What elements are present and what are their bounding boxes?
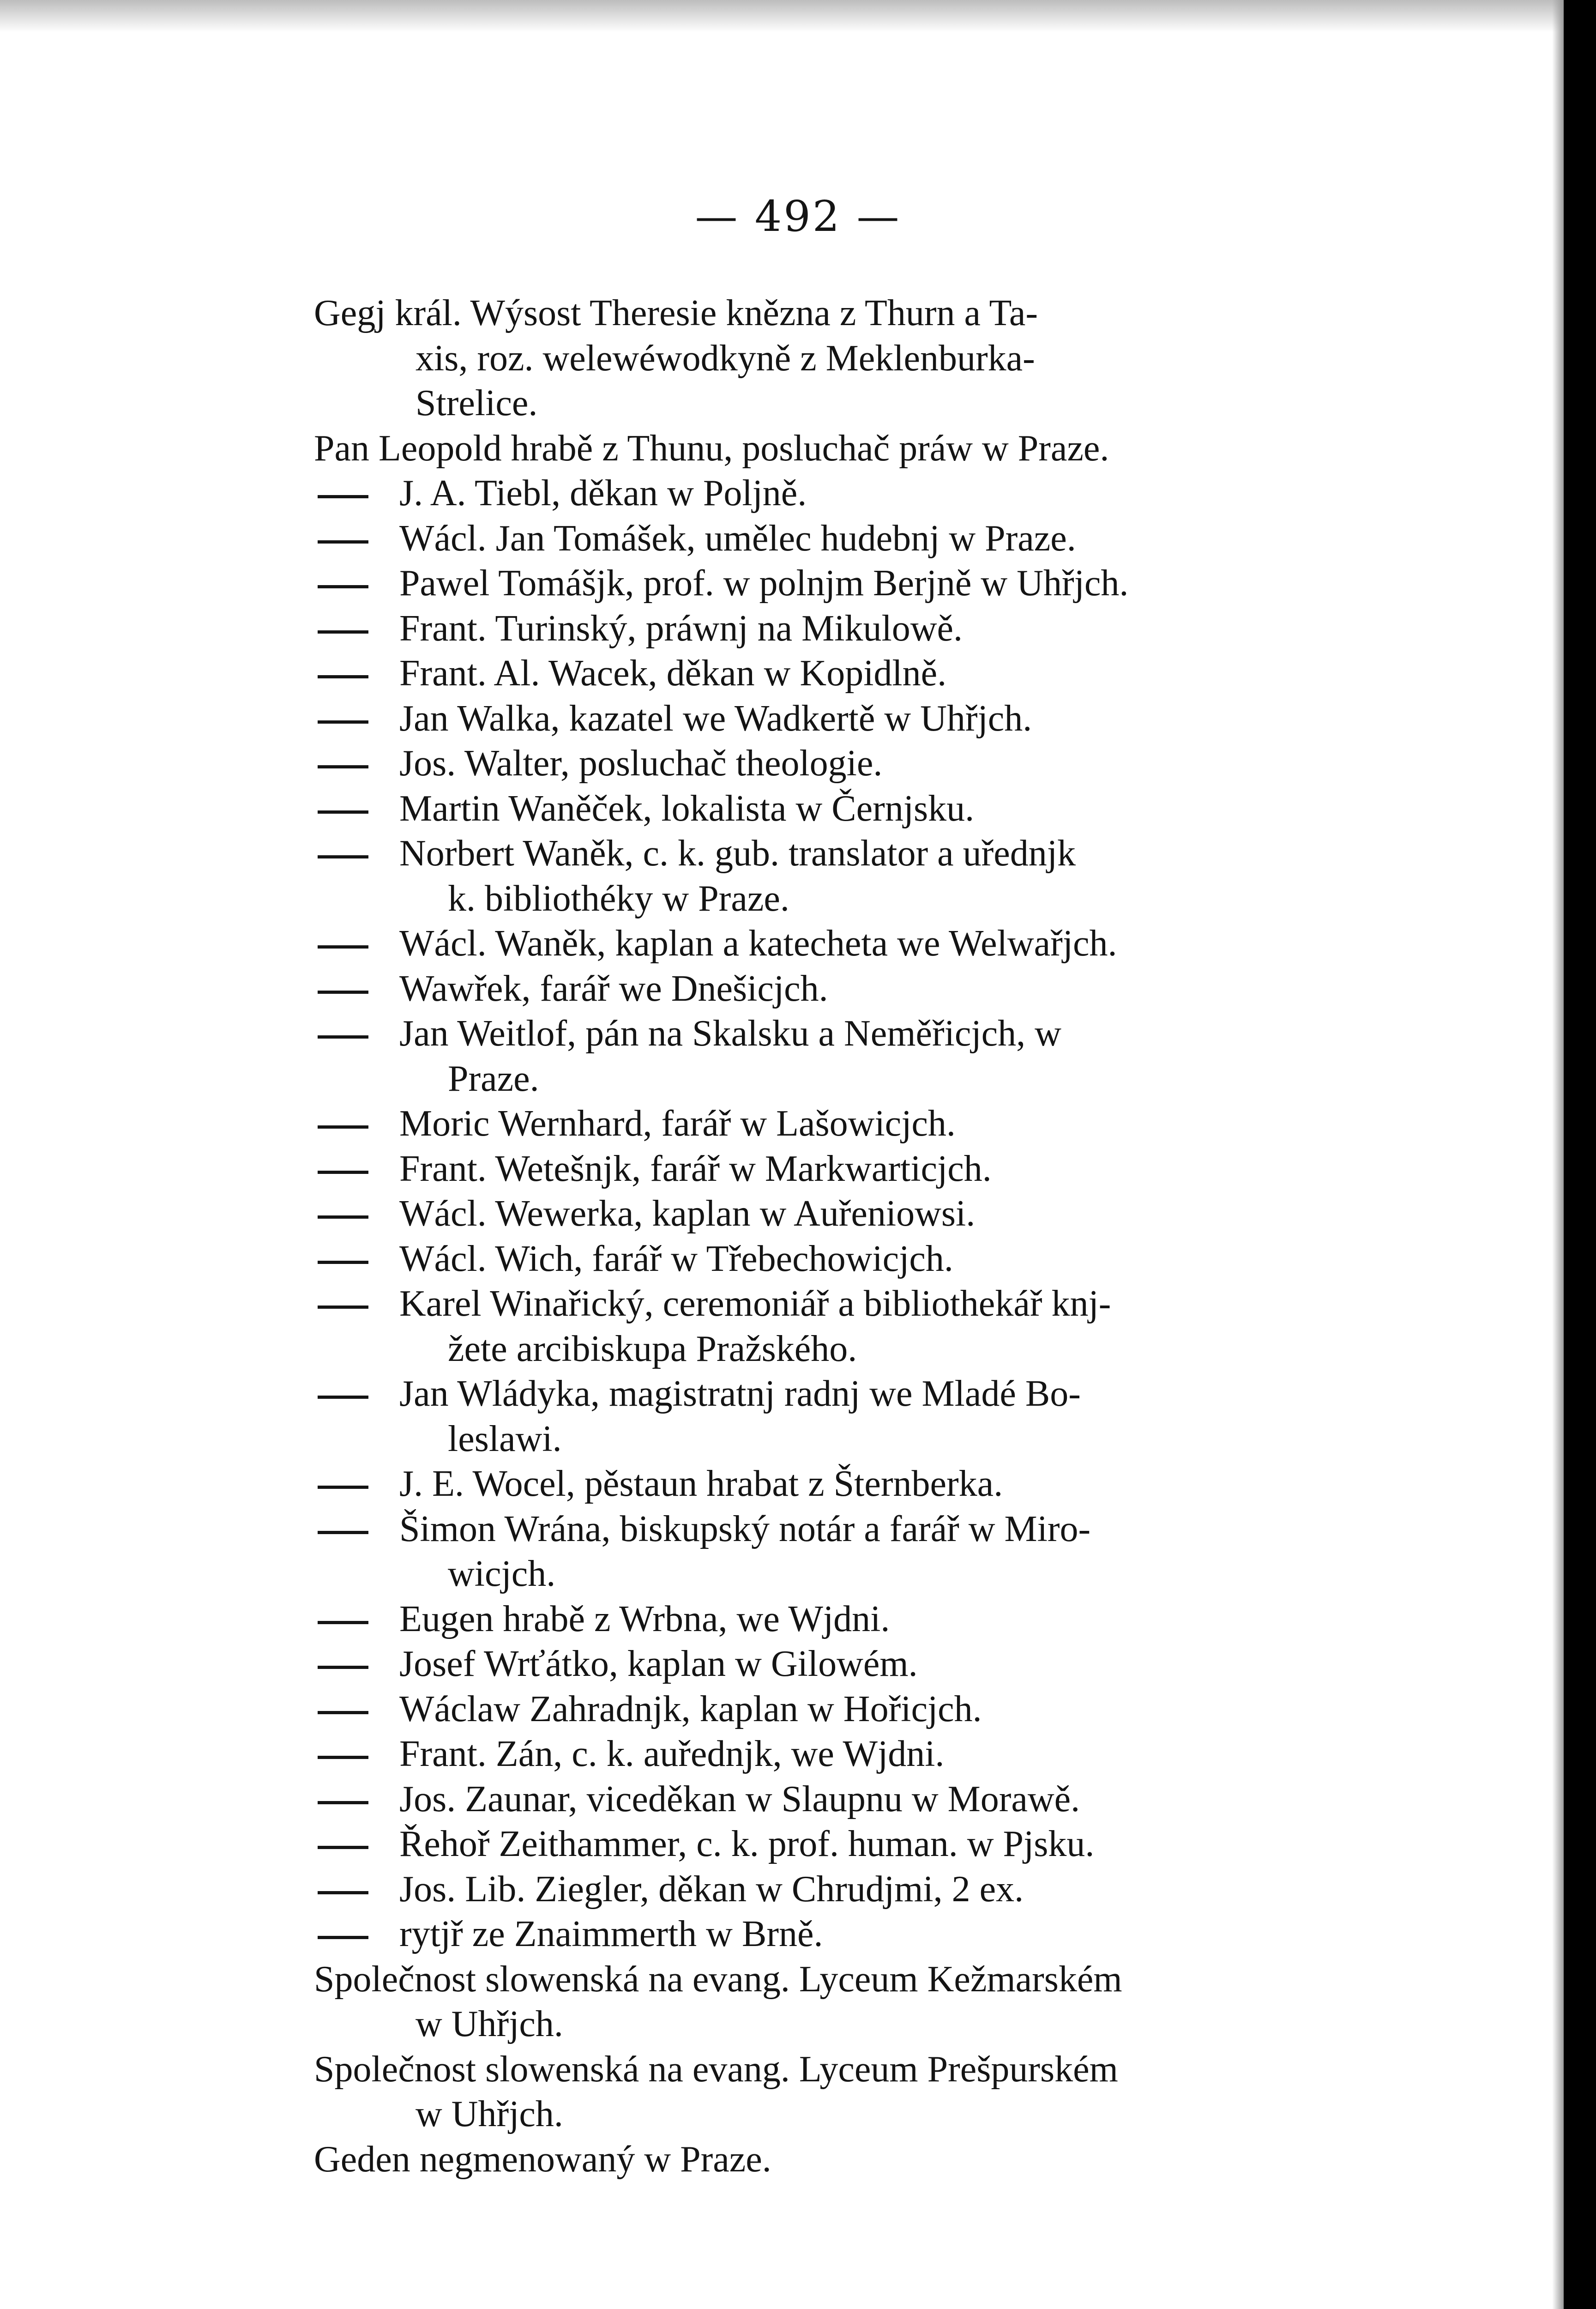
list-entry <box>314 1281 1468 1372</box>
list-entry <box>314 2137 1468 2182</box>
entry-text: Frant. Al. Wacek, děkan w Kopidlně. <box>399 653 947 694</box>
entry-text: Wácl. Waněk, kaplan a katecheta we Welwařjch. <box>399 923 1117 964</box>
entry-text: J. A. Tiebl, děkan w Poljně. <box>399 473 807 514</box>
list-entry <box>314 741 1468 786</box>
list-entry <box>314 651 1468 696</box>
entry-continuation: Strelice. <box>416 383 538 423</box>
list-entry <box>314 1597 1468 1642</box>
list-entry <box>314 561 1468 606</box>
page-number: — 492 — <box>695 192 901 241</box>
list-entry <box>314 291 1468 426</box>
entry-continuation: žete arcibiskupa Pražského. <box>448 1328 857 1369</box>
entry-text: Norbert Waněk, c. k. gub. translator a uřednjk <box>399 833 1076 874</box>
entry-text: Wácl. Wich, farář w Třebechowicjch. <box>399 1238 953 1279</box>
entry-continuation: w Uhřjch. <box>416 2004 563 2044</box>
list-entry <box>314 1507 1468 1597</box>
list-entry <box>314 1642 1468 1687</box>
list-entry <box>314 1011 1468 1101</box>
scan-right-border <box>1564 0 1596 2309</box>
entry-text: J. E. Wocel, pěstaun hrabat z Šternberka. <box>399 1463 1003 1504</box>
entry-text: Společnost slowenská na evang. Lyceum Kežmarském <box>314 1958 1122 2000</box>
entry-text: Jos. Zaunar, viceděkan w Slaupnu w Morawě. <box>399 1778 1080 1819</box>
entry-continuation: k. bibliothéky w Praze. <box>448 878 789 919</box>
entry-text: Frant. Turinský, práwnj na Mikulowě. <box>399 608 963 649</box>
entry-text: Řehoř Zeithammer, c. k. prof. human. w Pjsku. <box>399 1824 1095 1864</box>
subscriber-list <box>314 291 1468 2182</box>
entry-continuation: wicjch. <box>448 1553 556 1594</box>
entry-text: Jos. Lib. Ziegler, děkan w Chrudjmi, 2 ex. <box>399 1868 1024 1910</box>
list-entry <box>314 516 1468 562</box>
entry-text: Jos. Walter, posluchač theologie. <box>399 743 883 784</box>
entry-text: Jan Weitlof, pán na Skalsku a Neměřicjch, w <box>399 1013 1061 1054</box>
entry-text: Jan Wládyka, magistratnj radnj we Mladé Bo- <box>399 1373 1081 1414</box>
entry-text: Pan Leopold hrabě z Thunu, posluchač práw w Praze. <box>314 428 1109 469</box>
scan-right-shadow <box>1552 0 1564 2309</box>
list-entry <box>314 1822 1468 1867</box>
list-entry <box>314 2047 1468 2137</box>
entry-text: Wáclaw Zahradnjk, kaplan w Hořicjch. <box>399 1688 982 1729</box>
list-entry <box>314 1101 1468 1147</box>
entry-text: Martin Waněček, lokalista w Černjsku. <box>399 788 975 829</box>
entry-text: Karel Winařický, ceremoniář a bibliothekář knj- <box>399 1283 1111 1324</box>
entry-text: Gegj král. Wýsost Theresie knězna z Thurn a Ta- <box>314 293 1038 333</box>
list-entry <box>314 606 1468 652</box>
entry-text: Wawřek, farář we Dnešicjch. <box>399 968 828 1009</box>
entry-text: Jan Walka, kazatel we Wadkertě w Uhřjch. <box>399 698 1032 739</box>
list-entry <box>314 696 1468 742</box>
entry-text: Eugen hrabě z Wrbna, we Wjdni. <box>399 1598 890 1639</box>
list-entry <box>314 1191 1468 1237</box>
list-entry <box>314 1462 1468 1507</box>
entry-text: Josef Wrťátko, kaplan w Gilowém. <box>399 1644 918 1684</box>
entry-text: Frant. Zán, c. k. auřednjk, we Wjdni. <box>399 1734 945 1774</box>
list-entry <box>314 1777 1468 1822</box>
list-entry <box>314 426 1468 471</box>
list-entry <box>314 831 1468 921</box>
entry-continuation: w Uhřjch. <box>416 2094 563 2134</box>
entry-text: Pawel Tomášjk, prof. w polnjm Berjně w Uhřjch. <box>399 563 1129 604</box>
list-entry <box>314 1912 1468 1957</box>
list-entry <box>314 1957 1468 2047</box>
scan-top-shadow <box>0 0 1596 32</box>
entry-text: Moric Wernhard, farář w Lašowicjch. <box>399 1103 956 1144</box>
list-entry <box>314 786 1468 832</box>
entry-continuation: leslawi. <box>448 1418 562 1459</box>
entry-text: Společnost slowenská na evang. Lyceum Prešpurském <box>314 2049 1118 2090</box>
list-entry <box>314 1867 1468 1912</box>
list-entry <box>314 1372 1468 1462</box>
entry-continuation: xis, roz. welewéwodkyně z Meklenburka- <box>416 338 1035 379</box>
list-entry <box>314 967 1468 1012</box>
entry-text: Šimon Wrána, biskupský notár a farář w Miro- <box>399 1508 1091 1549</box>
entry-text: Wácl. Jan Tomášek, umělec hudebnj w Praze. <box>399 518 1076 559</box>
entry-text: Wácl. Wewerka, kaplan w Auřeniowsi. <box>399 1193 976 1234</box>
entry-text: Geden negmenowaný w Praze. <box>314 2139 771 2180</box>
list-entry <box>314 1687 1468 1732</box>
list-entry <box>314 921 1468 967</box>
list-entry <box>314 1732 1468 1777</box>
list-entry <box>314 1147 1468 1192</box>
entry-text: Frant. Wetešnjk, farář w Markwarticjch. <box>399 1148 992 1189</box>
list-entry <box>314 1237 1468 1282</box>
list-entry <box>314 471 1468 516</box>
entry-text: rytjř ze Znaimmerth w Brně. <box>399 1914 823 1954</box>
entry-continuation: Praze. <box>448 1058 539 1099</box>
